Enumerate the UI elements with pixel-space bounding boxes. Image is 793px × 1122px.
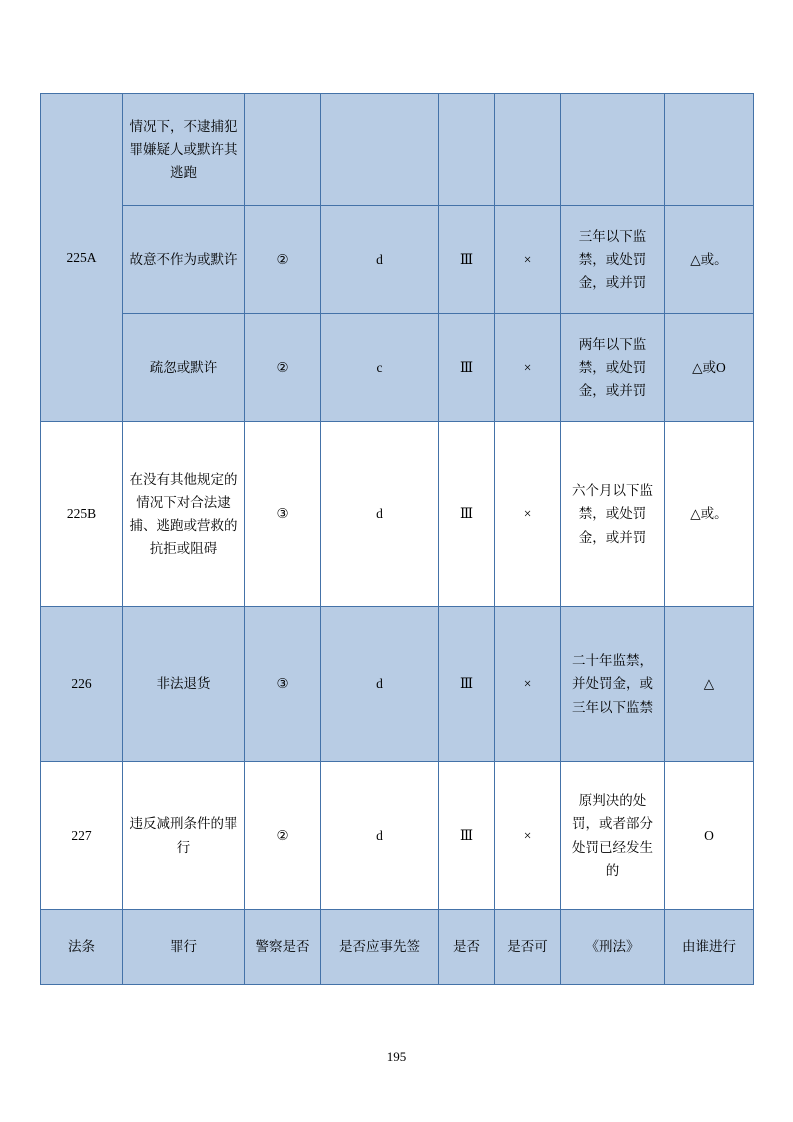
table-header-punishment: 《刑法》 xyxy=(561,910,665,985)
table-cell-punishment: 六个月以下监禁，或处罚金，或并罚 xyxy=(561,422,665,607)
table-header-article: 法条 xyxy=(41,910,123,985)
table-cell-punishment: 两年以下监禁，或处罚金，或并罚 xyxy=(561,314,665,422)
table-cell-warrant xyxy=(321,94,439,206)
table-cell-court: O xyxy=(665,762,754,910)
table-cell-police xyxy=(245,94,321,206)
table-header-offence: 罪行 xyxy=(123,910,245,985)
table-cell-police: ② xyxy=(245,762,321,910)
table-cell-article: 226 xyxy=(41,607,123,762)
table-cell-court: △或。 xyxy=(665,422,754,607)
table-cell-bailable: Ⅲ xyxy=(439,762,495,910)
table-cell-article: 227 xyxy=(41,762,123,910)
table-row xyxy=(41,607,754,762)
table-cell-compoundable: × xyxy=(495,314,561,422)
table-cell-article: 225B xyxy=(41,422,123,607)
table-cell-punishment: 三年以下监禁，或处罚金，或并罚 xyxy=(561,206,665,314)
table-cell-police: ③ xyxy=(245,422,321,607)
table-cell-offence: 非法退货 xyxy=(123,607,245,762)
table-cell-offence: 故意不作为或默许 xyxy=(123,206,245,314)
table-cell-court: △ xyxy=(665,607,754,762)
table-cell-punishment xyxy=(561,94,665,206)
table-cell-compoundable: × xyxy=(495,607,561,762)
table-cell-court: △或。 xyxy=(665,206,754,314)
table-row xyxy=(41,422,754,607)
table-cell-offence: 情况下，不逮捕犯罪嫌疑人或默许其逃跑 xyxy=(123,94,245,206)
table-cell-offence: 疏忽或默许 xyxy=(123,314,245,422)
table-row xyxy=(41,94,754,206)
criminal-code-table xyxy=(40,93,754,985)
table-cell-police: ③ xyxy=(245,607,321,762)
table-cell-bailable: Ⅲ xyxy=(439,314,495,422)
table-cell-bailable xyxy=(439,94,495,206)
table-header-row xyxy=(41,910,754,985)
page-number: 195 xyxy=(386,1049,407,1064)
table-cell-court xyxy=(665,94,754,206)
table-cell-offence: 在没有其他规定的情况下对合法逮捕、逃跑或营救的抗拒或阻碍 xyxy=(123,422,245,607)
table-row xyxy=(41,206,754,314)
table-cell-compoundable: × xyxy=(495,422,561,607)
table-cell-bailable: Ⅲ xyxy=(439,206,495,314)
table-header-court: 由谁进行 xyxy=(665,910,754,985)
table-cell-police: ② xyxy=(245,314,321,422)
table-cell-punishment: 二十年监禁，并处罚金，或三年以下监禁 xyxy=(561,607,665,762)
table-cell-offence: 违反减刑条件的罪行 xyxy=(123,762,245,910)
table-row xyxy=(41,762,754,910)
table-cell-bailable: Ⅲ xyxy=(439,422,495,607)
table-cell-warrant: c xyxy=(321,314,439,422)
table-header-warrant: 是否应事先签 xyxy=(321,910,439,985)
table-cell-punishment: 原判决的处罚，或者部分处罚已经发生的 xyxy=(561,762,665,910)
table-cell-bailable: Ⅲ xyxy=(439,607,495,762)
table-cell-court: △或O xyxy=(665,314,754,422)
table-cell-compoundable: × xyxy=(495,206,561,314)
table-cell-compoundable: × xyxy=(495,762,561,910)
table-cell-warrant: d xyxy=(321,206,439,314)
table-header-police: 警察是否 xyxy=(245,910,321,985)
table-header-compoundable: 是否可 xyxy=(495,910,561,985)
table-cell-police: ② xyxy=(245,206,321,314)
table-cell-article: 225A xyxy=(41,94,123,422)
table-cell-compoundable xyxy=(495,94,561,206)
table-cell-warrant: d xyxy=(321,762,439,910)
table-cell-warrant: d xyxy=(321,422,439,607)
table-header-bailable: 是否 xyxy=(439,910,495,985)
table-row xyxy=(41,314,754,422)
table-cell-warrant: d xyxy=(321,607,439,762)
